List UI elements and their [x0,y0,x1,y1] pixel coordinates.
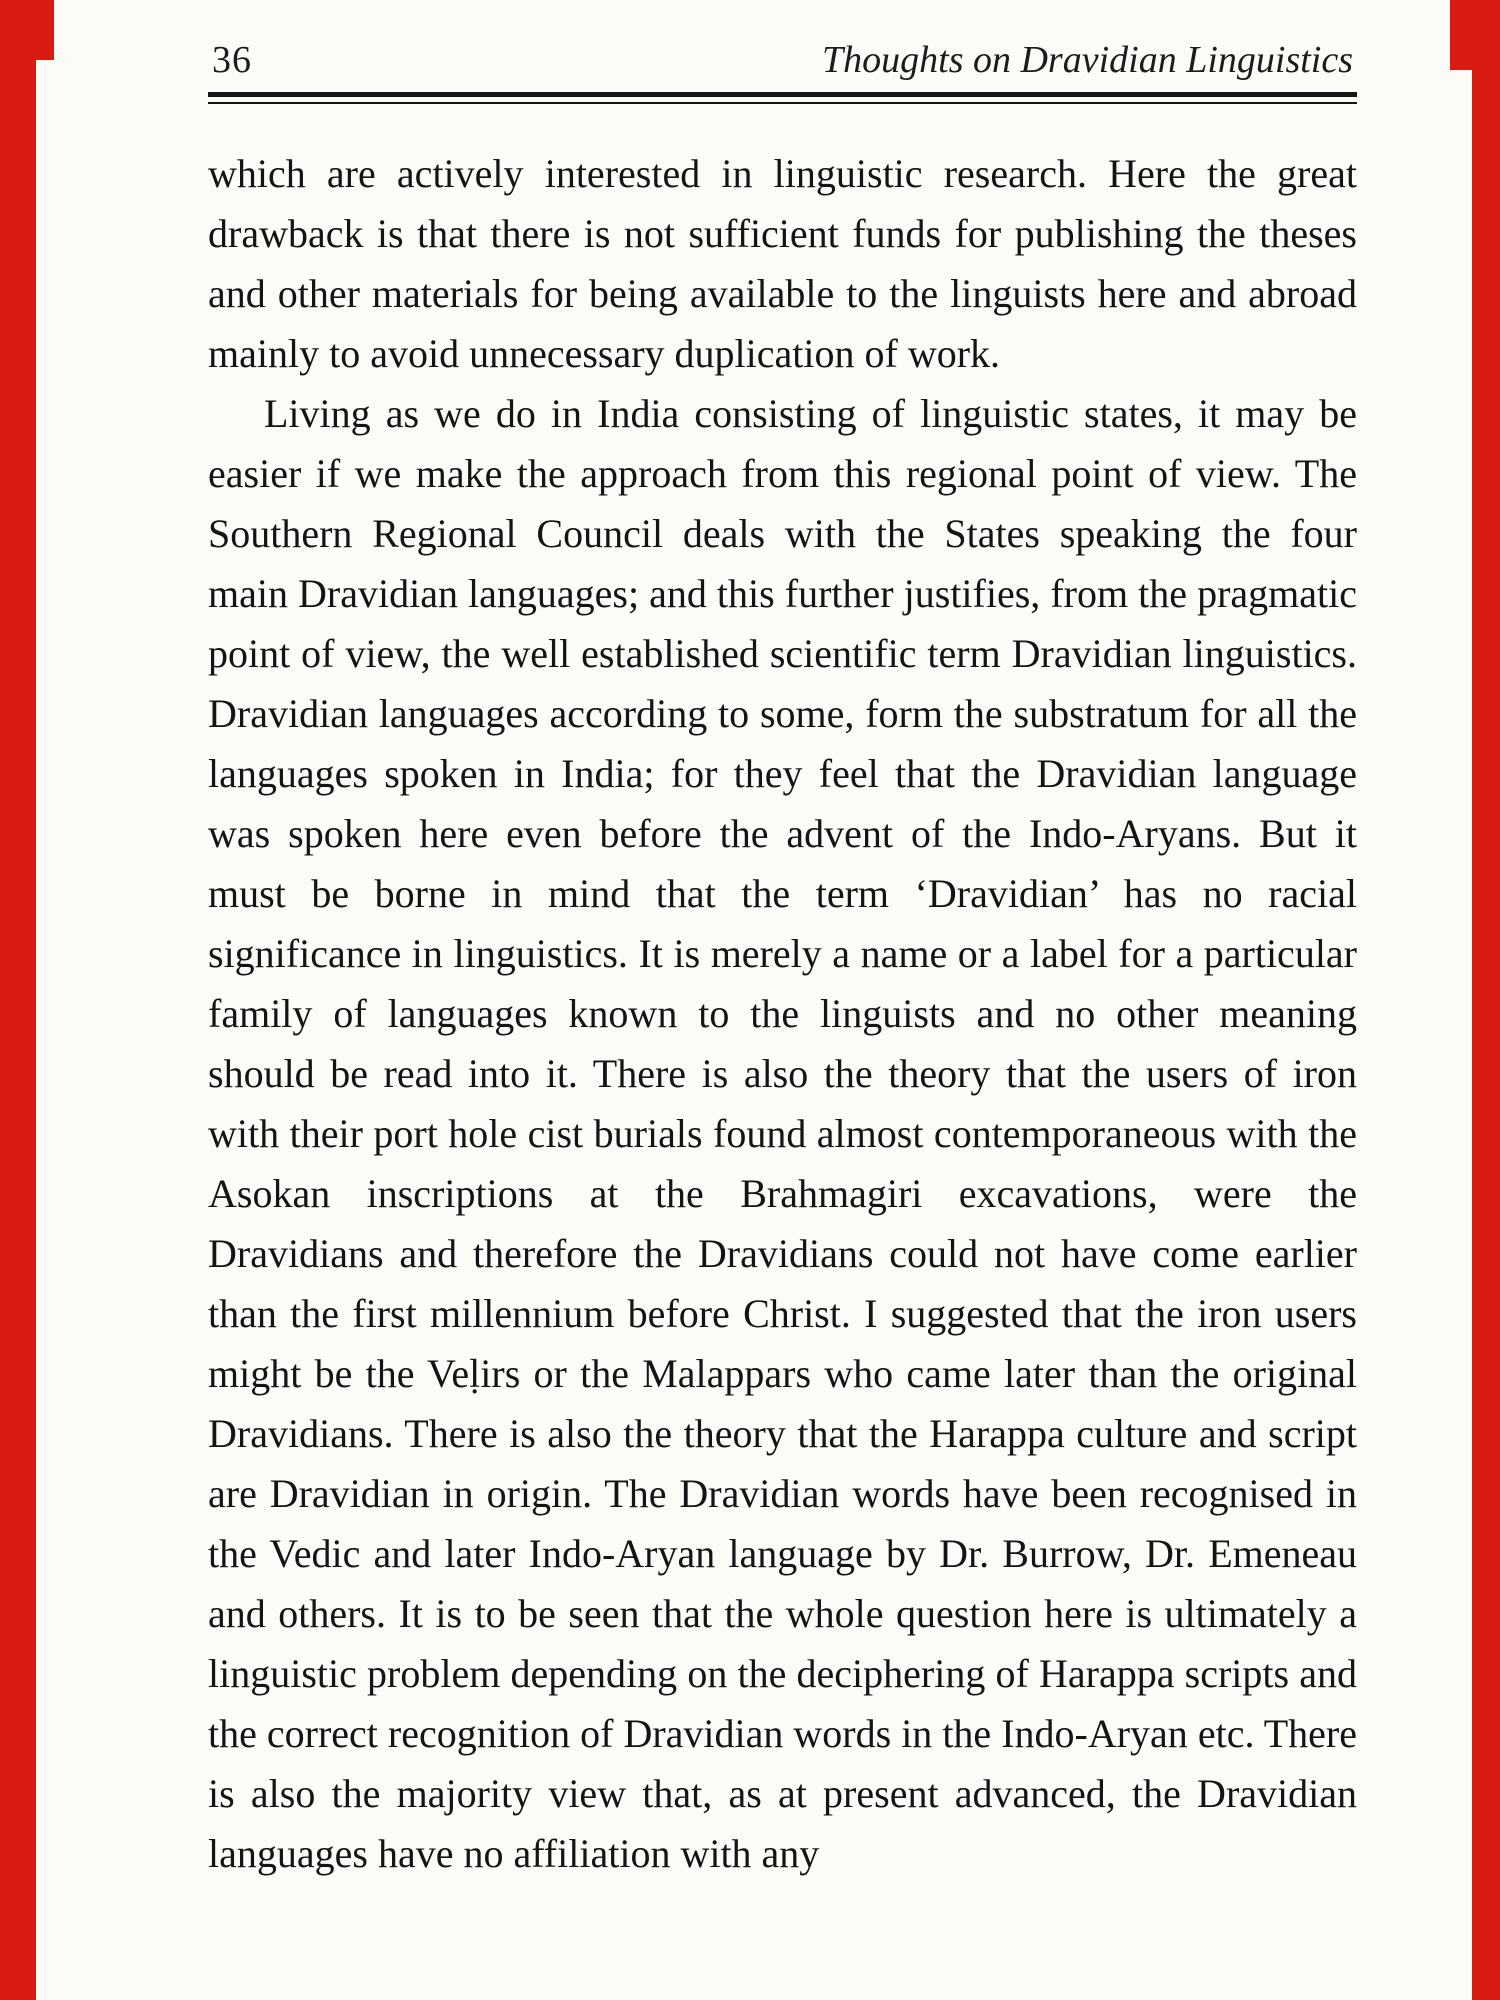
page-content [208,38,1357,1884]
cover-corner-top-left [36,0,54,60]
scanned-book-page [36,0,1472,2000]
body-text [208,144,1357,1884]
header-double-rule [208,92,1357,104]
paragraph-continuation: which are actively interested in linguistic research. Here the great drawback is that there is not sufficient funds for publishing the theses and other materials for being available to the linguists here and abroad mainly to avoid unnecessary duplication of work. [208,151,1357,376]
cover-corner-top-right [1450,0,1472,70]
paragraph-living-in-india: Living as we do in India consisting of linguistic states, it may be easier if we make the approach from this regional point of view. The Southern Regional Council deals with the States speaking the four main Dravidian languages; and this further justifies, from the pragmatic point of view, the well established scientific term Dravidian linguistics. Dravidian languages according to some, form the substratum for all the languages spoken in India; for they feel that the Dravidian language was spoken here even before the advent of the Indo-Aryans. But it must be borne in mind that the term ‘Dravidian’ has no racial significance in linguistics. It is merely a name or a label for a particular family of languages known to the linguists and no other meaning should be read into it. There is also the theory that the users of iron with their port hole cist burials found almost contemporaneous with the Asokan inscriptions at the Brahmagiri excavations, were the Dravidians and therefore the Dravidians could not have come earlier than the first millennium before Christ. I suggested that the iron users might be the Veḷirs or the Malappars who came later than the original Dravidians. There is also the theory that the Harappa culture and script are Dravidian in origin. The Dravidian words have been recognised in the Vedic and later Indo-Aryan language by Dr. Burrow, Dr. Emeneau and others. It is to be seen that the whole question here is ultimately a linguistic problem depending on the deciphering of Harappa scripts and the correct recognition of Dravidian words in the Indo-Aryan etc. There is also the majority view that, as at present advanced, the Dravidian languages have no affiliation with any [208,391,1357,1876]
page-number: 36 [212,39,252,81]
running-head-title: Thoughts on Dravidian Linguistics [822,39,1353,81]
running-head [208,38,1357,92]
